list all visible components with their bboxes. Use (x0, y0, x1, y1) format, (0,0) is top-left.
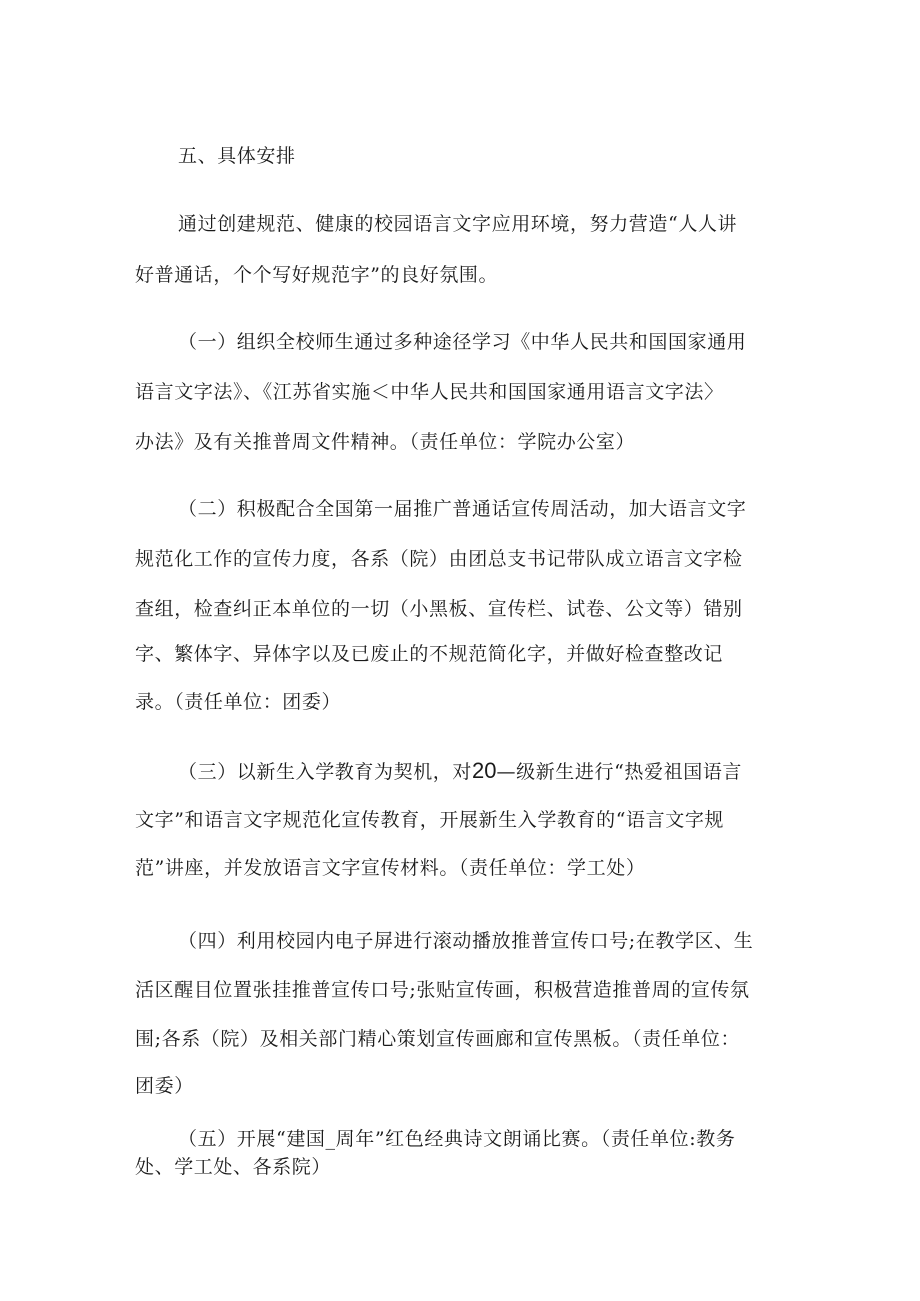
item2-line-4: 字、繁体字、异体字以及已废止的不规范简化字，并做好检查整改记 (135, 643, 724, 665)
intro-line-1: 通过创建规范、健康的校园语言文字应用环境，努力营造“人人讲 (178, 213, 738, 235)
item1-line-1: （一）组织全校师生通过多种途径学习《中华人民共和国国家通用 (178, 331, 747, 353)
item1-line-2: 语言文字法》、《江苏省实施＜中华人民共和国国家通用语言文字法〉 (135, 381, 724, 403)
item2-line-1: （二）积极配合全国第一届推广普通话宣传周活动，加大语言文字 (178, 498, 747, 520)
item3-line-1-post: —级新生进行“热爱祖国语言 (496, 761, 743, 783)
item4-line-4: 团委） (135, 1075, 194, 1097)
item3-line-3: 范”讲座，并发放语言文字宣传材料。（责任单位：学工处） (135, 857, 646, 879)
item2-line-2: 规范化工作的宣传力度，各系（院）由团总支书记带队成立语言文字检 (135, 548, 743, 570)
item4-line-1: （四）利用校园内电子屏进行滚动播放推普宣传口号;在教学区、生 (178, 930, 754, 952)
item3-line-1 (178, 759, 742, 784)
item3-year-number: 20 (472, 758, 497, 783)
item3-line-1-pre: （三）以新生入学教育为契机，对 (178, 761, 473, 783)
item5-line-2: 处、学工处、各系院） (135, 1156, 332, 1178)
item2-line-3: 查组，检查纠正本单位的一切（小黑板、宣传栏、试卷、公文等）错别 (135, 598, 743, 620)
item4-line-3: 围;各系（院）及相关部门精心策划宣传画廊和宣传黑板。（责任单位： (135, 1028, 741, 1050)
item5-line-1: （五）开展“建国_周年”红色经典诗文朗诵比赛。（责任单位:教务 (178, 1128, 736, 1150)
item3-line-2: 文字”和语言文字规范化宣传教育，开展新生入学教育的“语言文字规 (135, 809, 725, 831)
item2-line-5: 录。（责任单位：团委） (135, 691, 342, 713)
item1-line-3: 办法》及有关推普周文件精神。（责任单位：学院办公室） (135, 431, 636, 453)
section-heading: 五、具体安排 (178, 145, 296, 167)
intro-line-2: 好普通话，个个写好规范字”的良好氛围。 (135, 264, 499, 286)
item4-line-2: 活区醒目位置张挂推普宣传口号;张贴宣传画，积极营造推普周的宣传氛 (135, 979, 750, 1001)
